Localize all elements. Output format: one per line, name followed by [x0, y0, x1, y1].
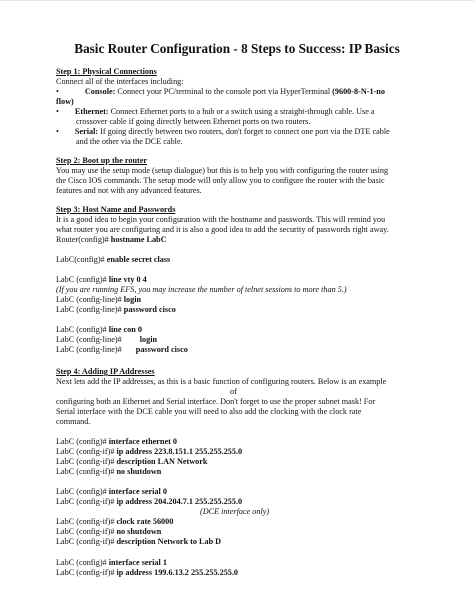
- console-setting-cont: flow): [56, 97, 74, 106]
- step1-heading: Step 1: Physical Connections: [56, 67, 157, 76]
- serial-item: [56, 127, 390, 137]
- serial-text-cont: and the other via the DCE cable.: [76, 137, 183, 146]
- ethernet-text: Connect Ethernet ports to a hub or a switch using a straight-through cable. Use a: [108, 107, 375, 116]
- command-line: Router(config)# hostname LabC: [56, 235, 167, 244]
- command-line: LabC (config-line)# password cisco: [56, 305, 176, 314]
- step2-line: You may use the setup mode (setup dialogue) but this is to help you with configuring the router using: [56, 166, 389, 175]
- command-line: LabC (config-if)# description LAN Network: [56, 457, 208, 466]
- command-line: LabC (config-line)# login: [56, 335, 158, 344]
- command-line: LabC (config-line)# password cisco: [56, 345, 188, 354]
- bullet: •: [56, 127, 59, 136]
- step4-line: Next lets add the IP addresses, as this is a basic function of configuring routers. Below is an example: [56, 377, 387, 386]
- bullet: •: [56, 107, 59, 116]
- command-line: LabC(config)# enable secret class: [56, 255, 171, 264]
- console-label: Console:: [84, 87, 116, 96]
- command-line: LabC (config-if)# ip address 199.6.13.2 255.255.255.0: [56, 568, 239, 577]
- command-line: LabC (config)# line con 0: [56, 325, 142, 334]
- ethernet-item: [56, 107, 375, 117]
- step2-heading: Step 2: Boot up the router: [56, 156, 148, 165]
- command-line: LabC (config)# interface serial 1: [56, 558, 167, 567]
- ethernet-text-cont: crossover cable if going directly between Ethernet ports on two routers.: [76, 117, 311, 126]
- efs-note: (If you are running EFS, you may increase the number of telnet sessions to more than 5.): [56, 285, 347, 294]
- step2-line: the Cisco IOS commands. The setup mode will only allow you to configure the router with the basic: [56, 176, 385, 185]
- command-line: LabC (config)# interface serial 0: [56, 487, 167, 496]
- step4-line: configuring both an Ethernet and Serial interface. Don't forget to use the proper subnet mask! For: [56, 397, 376, 406]
- step4-line: command.: [56, 417, 91, 426]
- document-title: Basic Router Configuration - 8 Steps to Success: IP Basics: [74, 41, 400, 56]
- console-text: Connect your PC/terminal to the console port via HyperTerminal: [115, 87, 333, 96]
- command-line: LabC (config-if)# no shutdown: [56, 467, 162, 476]
- serial-text: If going directly between two routers, don't forget to connect one port via the DTE cable: [98, 127, 390, 136]
- step4-line: Serial interface with the DCE cable you will need to also add the clocking with the clock rate: [56, 407, 362, 416]
- command-line: LabC (config)# interface ethernet 0: [56, 437, 177, 446]
- step3-line: what router you are configuring and it is also a good idea to add the security of passwords right away.: [56, 225, 389, 234]
- step3-line: It is a good idea to begin your configuration with the hostname and passwords. This will remind you: [56, 215, 386, 224]
- step1-intro: Connect all of the interfaces including:: [56, 77, 184, 86]
- command-line: LabC (config-if)# description Network to Lab D: [56, 537, 222, 546]
- command-line: LabC (config-if)# no shutdown: [56, 527, 162, 536]
- command-line: LabC (config-if)# ip address 204.204.7.1 255.255.255.0: [56, 497, 243, 506]
- dce-note: (DCE interface only): [200, 507, 270, 516]
- step3-heading: Step 3: Host Name and Passwords: [56, 205, 176, 214]
- step4-heading: Step 4: Adding IP Addresses: [56, 367, 155, 376]
- command-line: LabC (config)# line vty 0 4: [56, 275, 147, 284]
- serial-label: Serial:: [74, 127, 99, 136]
- ethernet-label: Ethernet:: [74, 107, 109, 116]
- console-item: [56, 87, 385, 97]
- console-setting: (9600-8-N-1-no: [332, 87, 385, 96]
- bullet: •: [56, 87, 59, 96]
- command-line: LabC (config-line)# login: [56, 295, 142, 304]
- command-line: LabC (config-if)# clock rate 56000: [56, 517, 174, 526]
- step2-line: features and not with any advanced features.: [56, 186, 202, 195]
- command-line: LabC (config-if)# ip address 223.8.151.1 255.255.255.0: [56, 447, 243, 456]
- step4-line: of: [230, 387, 237, 396]
